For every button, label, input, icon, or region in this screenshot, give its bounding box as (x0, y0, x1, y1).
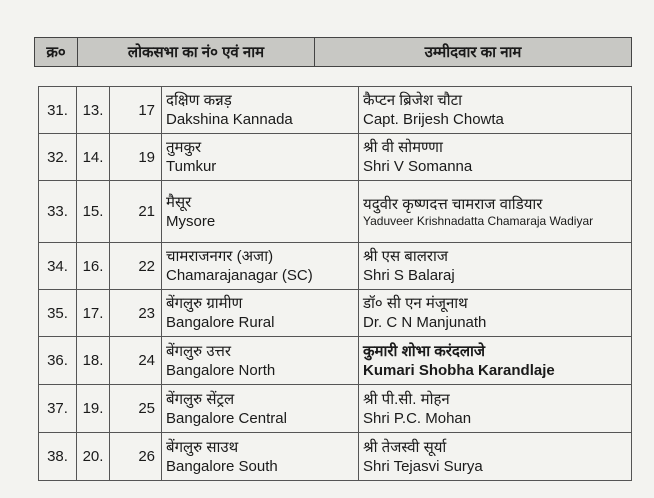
lok-sabha-number: 26 (110, 433, 162, 481)
state-number: 16. (77, 243, 110, 290)
lok-sabha-number: 17 (110, 87, 162, 134)
constituency-english: Dakshina Kannada (166, 111, 293, 128)
candidate-cell (359, 181, 632, 243)
constituency-hindi: बेंगलुरु साउथ (166, 438, 239, 456)
serial-number: 32. (39, 134, 77, 181)
serial-number: 35. (39, 290, 77, 337)
state-number: 19. (77, 385, 110, 433)
constituency-cell (162, 87, 359, 134)
constituency-cell (162, 290, 359, 337)
state-number: 20. (77, 433, 110, 481)
serial-number: 36. (39, 337, 77, 385)
candidate-english: Shri S Balaraj (363, 267, 455, 284)
candidate-hindi: श्री एस बालराज (363, 248, 449, 265)
candidate-cell (359, 243, 632, 290)
candidate-english: Kumari Shobha Karandlaje (363, 361, 555, 379)
candidate-hindi: कैप्टन ब्रिजेश चौटा (363, 92, 463, 109)
serial-number: 38. (39, 433, 77, 481)
lok-sabha-number: 25 (110, 385, 162, 433)
constituency-cell (162, 385, 359, 433)
constituency-hindi: बेंगलुरु उत्तर (166, 342, 232, 360)
constituency-english: Bangalore South (166, 457, 278, 475)
candidate-english: Yaduveer Krishnadatta Chamaraja Wadiyar (363, 214, 594, 228)
constituency-cell (162, 337, 359, 385)
state-number: 18. (77, 337, 110, 385)
lok-sabha-number: 23 (110, 290, 162, 337)
candidate-cell (359, 290, 632, 337)
candidate-cell (359, 134, 632, 181)
candidate-english: Shri P.C. Mohan (363, 409, 472, 427)
candidate-english: Capt. Brijesh Chowta (363, 111, 504, 128)
candidate-hindi: श्री वी सोमण्णा (363, 139, 443, 156)
constituency-cell (162, 433, 359, 481)
table-header (34, 37, 632, 67)
table-row (39, 290, 632, 337)
lok-sabha-number: 19 (110, 134, 162, 181)
candidate-hindi: यदुवीर कृष्णदत्त चामराज वाडियार (363, 196, 543, 213)
constituency-hindi: चामराजनगर (अजा) (166, 248, 274, 265)
candidate-hindi: कुमारी शोभा करंदलाजे (363, 342, 486, 360)
candidate-english: Shri Tejasvi Surya (363, 457, 483, 475)
lok-sabha-number: 22 (110, 243, 162, 290)
constituency-hindi: दक्षिण कन्नड़ (166, 92, 232, 109)
constituency-english: Bangalore Rural (166, 314, 275, 331)
table-row (39, 181, 632, 243)
header-constituency: लोकसभा का नं० एवं नाम (78, 38, 315, 67)
serial-number: 31. (39, 87, 77, 134)
constituency-hindi: बेंगलुरु ग्रामीण (166, 295, 243, 312)
serial-number: 33. (39, 181, 77, 243)
constituency-hindi: मैसूर (166, 193, 192, 211)
constituency-english: Chamarajanagar (SC) (166, 267, 313, 284)
constituency-hindi: बेंगलुरु सेंट्रल (166, 390, 235, 408)
candidate-cell (359, 337, 632, 385)
header-serial: क्र० (35, 38, 78, 67)
header-candidate: उम्मीदवार का नाम (315, 38, 632, 67)
serial-number: 37. (39, 385, 77, 433)
constituency-cell (162, 243, 359, 290)
table-row (39, 243, 632, 290)
constituency-cell (162, 134, 359, 181)
serial-number: 34. (39, 243, 77, 290)
constituency-english: Bangalore Central (166, 409, 287, 427)
lok-sabha-number: 24 (110, 337, 162, 385)
state-number: 14. (77, 134, 110, 181)
candidate-cell (359, 433, 632, 481)
table-row (39, 134, 632, 181)
constituency-cell (162, 181, 359, 243)
candidate-cell (359, 385, 632, 433)
state-number: 13. (77, 87, 110, 134)
constituency-english: Tumkur (166, 158, 217, 175)
state-number: 15. (77, 181, 110, 243)
candidate-english: Dr. C N Manjunath (363, 314, 487, 331)
table-row (39, 433, 632, 481)
candidate-hindi: श्री तेजस्वी सूर्या (363, 438, 447, 456)
table-row (39, 87, 632, 134)
candidate-table (38, 86, 632, 481)
constituency-hindi: तुमकुर (166, 139, 202, 156)
candidate-hindi: डॉ० सी एन मंजूनाथ (363, 295, 468, 312)
state-number: 17. (77, 290, 110, 337)
constituency-english: Mysore (166, 212, 216, 230)
candidate-english: Shri V Somanna (363, 158, 473, 175)
table-row (39, 385, 632, 433)
candidate-hindi: श्री पी.सी. मोहन (363, 390, 450, 408)
table-row (39, 337, 632, 385)
lok-sabha-number: 21 (110, 181, 162, 243)
candidate-cell (359, 87, 632, 134)
constituency-english: Bangalore North (166, 361, 276, 379)
